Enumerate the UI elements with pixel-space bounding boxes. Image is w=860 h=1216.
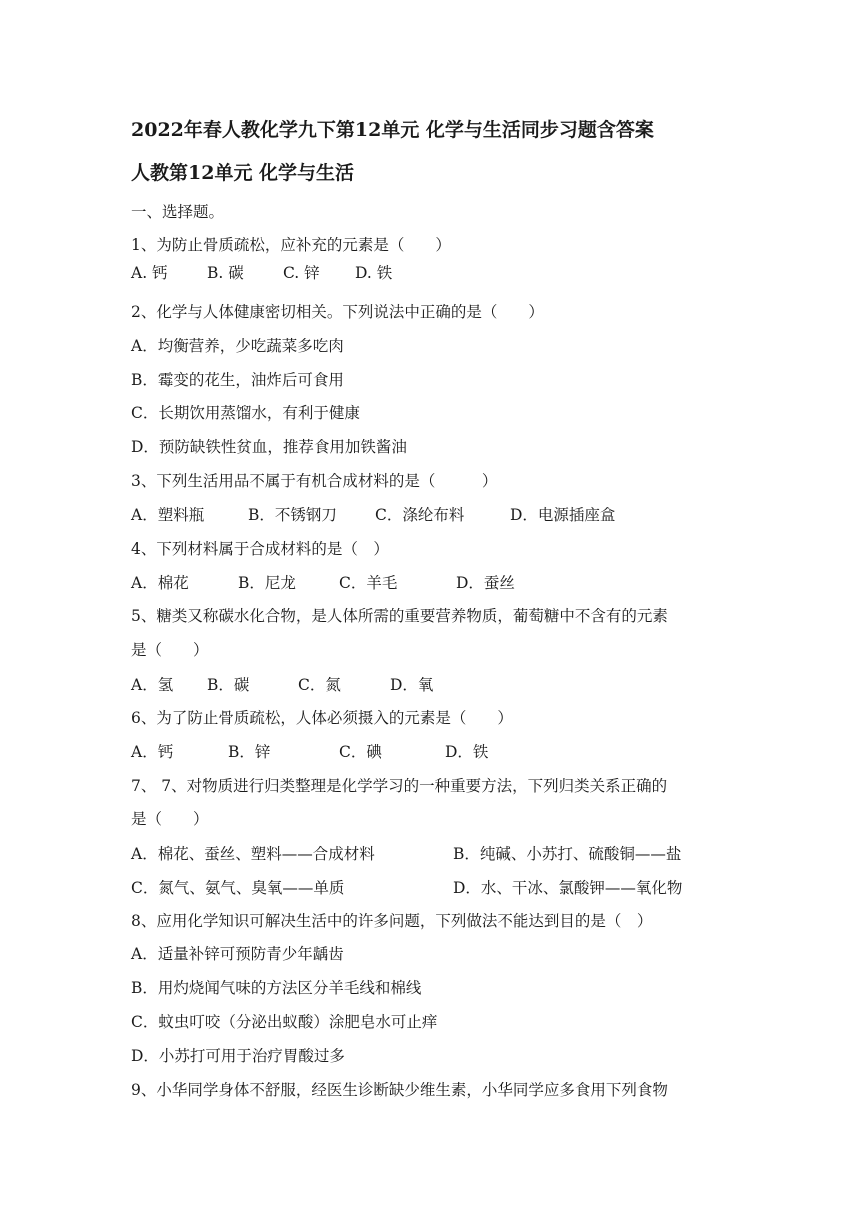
question-6-stem: 6、为了防止骨质疏松，人体必须摄入的元素是（ ） xyxy=(131,709,513,727)
question-9-stem: 9、小华同学身体不舒服，经医生诊断缺少维生素，小华同学应多食用下列食物 xyxy=(131,1081,668,1099)
question-2-stem: 2、化学与人体健康密切相关。下列说法中正确的是（ ） xyxy=(131,303,544,321)
question-4-option-d: D．蚕丝 xyxy=(456,574,515,592)
question-1-options xyxy=(131,262,392,284)
question-3-option-c: C．涤纶布料 xyxy=(375,506,465,524)
question-3-options xyxy=(131,504,615,526)
question-6-option-c: C．碘 xyxy=(339,743,382,761)
question-4-option-b: B．尼龙 xyxy=(238,574,296,592)
question-1-option-b: B. 碳 xyxy=(207,264,244,282)
question-7-stem-line-1: 7、 7、对物质进行归类整理是化学学习的一种重要方法，下列归类关系正确的 xyxy=(131,777,668,795)
question-2-option-d: D．预防缺铁性贫血，推荐食用加铁酱油 xyxy=(131,438,407,456)
question-3-option-a: A．塑料瓶 xyxy=(131,506,205,524)
question-6-options xyxy=(131,741,488,763)
question-8-option-b: B．用灼烧闻气味的方法区分羊毛线和棉线 xyxy=(131,979,422,997)
question-7-option-b: B．纯碱、小苏打、硫酸铜——盐 xyxy=(453,845,682,863)
question-6-option-a: A．钙 xyxy=(131,743,174,761)
question-8-option-a: A．适量补锌可预防青少年龋齿 xyxy=(131,945,344,963)
question-6-option-b: B．锌 xyxy=(228,743,271,761)
question-2-option-c: C．长期饮用蒸馏水，有利于健康 xyxy=(131,404,360,422)
question-3-option-d: D．电源插座盒 xyxy=(510,506,616,524)
question-1-option-c: C. 锌 xyxy=(283,264,320,282)
question-2-option-b: B．霉变的花生，油炸后可食用 xyxy=(131,371,344,389)
question-7-option-a: A．棉花、蚕丝、塑料——合成材料 xyxy=(131,845,375,863)
document-subtitle: 人教第12单元 化学与生活 xyxy=(131,162,355,184)
question-4-option-a: A．棉花 xyxy=(131,574,189,592)
question-3-stem: 3、下列生活用品不属于有机合成材料的是（ ） xyxy=(131,472,498,490)
question-7-option-c: C．氮气、氨气、臭氧——单质 xyxy=(131,879,345,897)
question-1-option-a: A. 钙 xyxy=(131,264,168,282)
question-4-options xyxy=(131,572,515,594)
question-1-option-d: D. 铁 xyxy=(355,264,393,282)
question-3-option-b: B．不锈钢刀 xyxy=(248,506,337,524)
document-title: 2022年春人教化学九下第12单元 化学与生活同步习题含答案 xyxy=(131,119,654,141)
question-5-options xyxy=(131,674,433,696)
question-5-stem-line-1: 5、糖类又称碳水化合物，是人体所需的重要营养物质，葡萄糖中不含有的元素 xyxy=(131,607,668,625)
question-5-option-c: C．氮 xyxy=(298,676,341,694)
question-2-option-a: A．均衡营养，少吃蔬菜多吃肉 xyxy=(131,337,344,355)
question-1-stem: 1、为防止骨质疏松，应补充的元素是（ ） xyxy=(131,236,451,254)
question-4-stem: 4、下列材料属于合成材料的是（ ） xyxy=(131,540,389,558)
question-4-option-c: C．羊毛 xyxy=(339,574,398,592)
question-5-option-b: B．碳 xyxy=(207,676,250,694)
question-5-stem-line-2: 是（ ） xyxy=(131,641,209,659)
question-7-option-d: D．水、干冰、氯酸钾——氧化物 xyxy=(453,879,683,897)
question-5-option-d: D．氧 xyxy=(390,676,434,694)
question-8-option-c: C．蚊虫叮咬（分泌出蚁酸）涂肥皂水可止痒 xyxy=(131,1013,438,1031)
question-7-options-row-2 xyxy=(131,877,682,899)
question-8-option-d: D．小苏打可用于治疗胃酸过多 xyxy=(131,1047,345,1065)
question-7-options-row-1 xyxy=(131,843,681,865)
question-7-stem-line-2: 是（ ） xyxy=(131,810,209,828)
question-5-option-a: A．氢 xyxy=(131,676,174,694)
section-heading: 一、选择题。 xyxy=(131,203,225,221)
question-8-stem: 8、应用化学知识可解决生活中的许多问题，下列做法不能达到目的是（ ） xyxy=(131,912,653,930)
question-6-option-d: D．铁 xyxy=(445,743,489,761)
